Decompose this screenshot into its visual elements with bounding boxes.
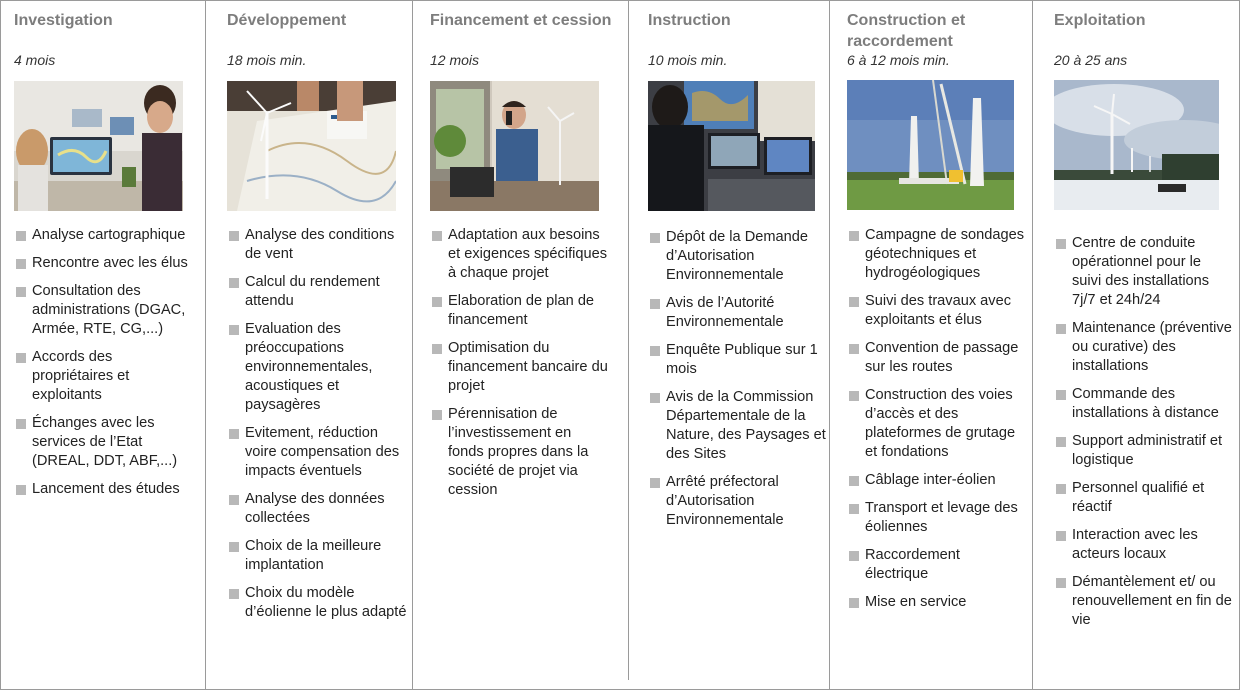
- list-item: [14, 480, 194, 499]
- list-item-label: Analyse cartographique: [32, 227, 186, 243]
- list-item-label: Accords des propriétaires et exploitants: [32, 349, 130, 403]
- list-item: [430, 226, 610, 283]
- phase-column-instruction: [648, 0, 826, 690]
- list-item-label: Pérennisation de l’investissement en fonds propres dans la société de projet via cession: [448, 406, 589, 498]
- list-item: [227, 490, 409, 528]
- list-item: [648, 473, 828, 530]
- list-item-label: Choix de la meilleure implantation: [245, 538, 382, 573]
- list-item: [227, 226, 409, 264]
- list-item: [430, 339, 610, 396]
- list-item: [14, 226, 194, 245]
- phase-title: Investigation: [14, 12, 113, 29]
- list-item-label: Choix du modèle d’éolienne le plus adapté: [245, 585, 407, 620]
- list-item-label: Personnel qualifié et réactif: [1072, 480, 1205, 515]
- list-item: [847, 339, 1025, 377]
- list-item: [227, 320, 409, 415]
- list-item: [430, 405, 610, 500]
- column-divider: [829, 0, 830, 690]
- list-item: [227, 424, 409, 481]
- list-item-label: Convention de passage sur les routes: [865, 340, 1019, 375]
- column-divider: [412, 0, 413, 690]
- task-list: [14, 226, 194, 508]
- turbine-construction-crane-photo: [847, 80, 1014, 210]
- list-item: [14, 348, 194, 405]
- list-item-label: Raccordement électrique: [865, 547, 960, 582]
- list-item: [648, 294, 828, 332]
- list-item-label: Lancement des études: [32, 481, 180, 497]
- list-item-label: Démantèlement et/ ou renouvellement en fin de vie: [1072, 574, 1232, 628]
- list-item-label: Suivi des travaux avec exploitants et élus: [865, 293, 1012, 328]
- phase-duration: 18 mois min.: [227, 52, 307, 68]
- column-divider: [1032, 0, 1033, 690]
- list-item: [847, 471, 1025, 490]
- phase-duration: 4 mois: [14, 52, 56, 68]
- list-item-label: Elaboration de plan de financement: [448, 293, 595, 328]
- list-item: [14, 282, 194, 339]
- list-item-label: Dépôt de la Demande d’Autorisation Environnementale: [666, 229, 808, 283]
- list-item: [847, 386, 1025, 462]
- list-item: [648, 228, 828, 285]
- list-item-label: Support administratif et logistique: [1072, 433, 1223, 468]
- list-item-label: Échanges avec les services de l’Etat (DREAL, DDT, ABF,...): [32, 415, 178, 469]
- task-list: [648, 228, 828, 539]
- phase-title: Exploitation: [1054, 12, 1146, 29]
- list-item-label: Mise en service: [865, 594, 967, 610]
- phase-column-construction: [847, 0, 1029, 690]
- list-item: [430, 292, 610, 330]
- wind-turbine-model-on-maps-photo: [227, 81, 396, 211]
- phase-column-investigation: [14, 0, 202, 690]
- list-item: [1054, 385, 1232, 423]
- list-item: [1054, 573, 1232, 630]
- phase-column-exploitation: [1054, 0, 1234, 690]
- list-item: [847, 593, 1025, 612]
- list-item-label: Analyse des données collectées: [245, 491, 385, 526]
- task-list: [227, 226, 409, 631]
- list-item: [227, 537, 409, 575]
- list-item: [847, 226, 1025, 283]
- task-list: [1054, 234, 1232, 639]
- phase-column-developpement: [227, 0, 409, 690]
- list-item: [1054, 432, 1232, 470]
- list-item: [1054, 479, 1232, 517]
- column-divider: [628, 0, 629, 680]
- list-item-label: Centre de conduite opérationnel pour le suivi des installations 7j/7 et 24h/24: [1072, 235, 1210, 308]
- phase-title: Financement et cession: [430, 12, 612, 29]
- list-item-label: Rencontre avec les élus: [32, 255, 188, 271]
- phase-duration: 10 mois min.: [648, 52, 728, 68]
- list-item: [648, 341, 828, 379]
- list-item-label: Arrêté préfectoral d’Autorisation Environnementale: [666, 474, 784, 528]
- phase-duration: 6 à 12 mois min.: [847, 52, 950, 68]
- list-item-label: Campagne de sondages géotechniques et hydrogéologiques: [865, 227, 1025, 281]
- list-item-label: Enquête Publique sur 1 mois: [666, 342, 818, 377]
- task-list: [847, 226, 1025, 621]
- list-item-label: Transport et levage des éoliennes: [865, 500, 1018, 535]
- list-item-label: Evaluation des préoccupations environnementales, acoustiques et paysagères: [245, 321, 373, 413]
- list-item-label: Calcul du rendement attendu: [245, 274, 380, 309]
- list-item-label: Adaptation aux besoins et exigences spécifiques à chaque projet: [448, 227, 608, 281]
- list-item-label: Analyse des conditions de vent: [245, 227, 395, 262]
- column-divider: [205, 0, 206, 690]
- snowy-wind-farm-photo: [1054, 80, 1219, 210]
- man-at-computer-screens-photo: [648, 81, 815, 211]
- office-map-meeting-photo: [14, 81, 183, 211]
- list-item: [227, 273, 409, 311]
- list-item-label: Construction des voies d’accès et des plateformes de grutage et fondations: [865, 387, 1016, 460]
- list-item: [1054, 319, 1232, 376]
- list-item-label: Interaction avec les acteurs locaux: [1072, 527, 1198, 562]
- task-list: [430, 226, 610, 509]
- man-on-phone-at-desk-photo: [430, 81, 599, 211]
- list-item-label: Maintenance (préventive ou curative) des installations: [1072, 320, 1232, 374]
- list-item-label: Avis de l’Autorité Environnementale: [666, 295, 784, 330]
- list-item-label: Câblage inter-éolien: [865, 472, 996, 488]
- list-item: [227, 584, 409, 622]
- list-item: [847, 546, 1025, 584]
- list-item: [14, 254, 194, 273]
- list-item: [1054, 526, 1232, 564]
- list-item: [1054, 234, 1232, 310]
- phase-title: Instruction: [648, 12, 731, 29]
- phase-title: Développement: [227, 12, 347, 29]
- list-item: [648, 388, 828, 464]
- phase-duration: 12 mois: [430, 52, 480, 68]
- list-item: [14, 414, 194, 471]
- list-item: [847, 499, 1025, 537]
- list-item-label: Avis de la Commission Départementale de la Nature, des Paysages et des Sites: [666, 389, 826, 462]
- phase-title: Construction et raccordement: [847, 12, 966, 50]
- phase-column-financement: [430, 0, 626, 690]
- list-item-label: Evitement, réduction voire compensation des impacts éventuels: [245, 425, 400, 479]
- phase-duration: 20 à 25 ans: [1054, 52, 1128, 68]
- list-item: [847, 292, 1025, 330]
- list-item-label: Consultation des administrations (DGAC, Armée, RTE, CG,...): [32, 283, 186, 337]
- list-item-label: Optimisation du financement bancaire du projet: [448, 340, 608, 394]
- list-item-label: Commande des installations à distance: [1072, 386, 1219, 421]
